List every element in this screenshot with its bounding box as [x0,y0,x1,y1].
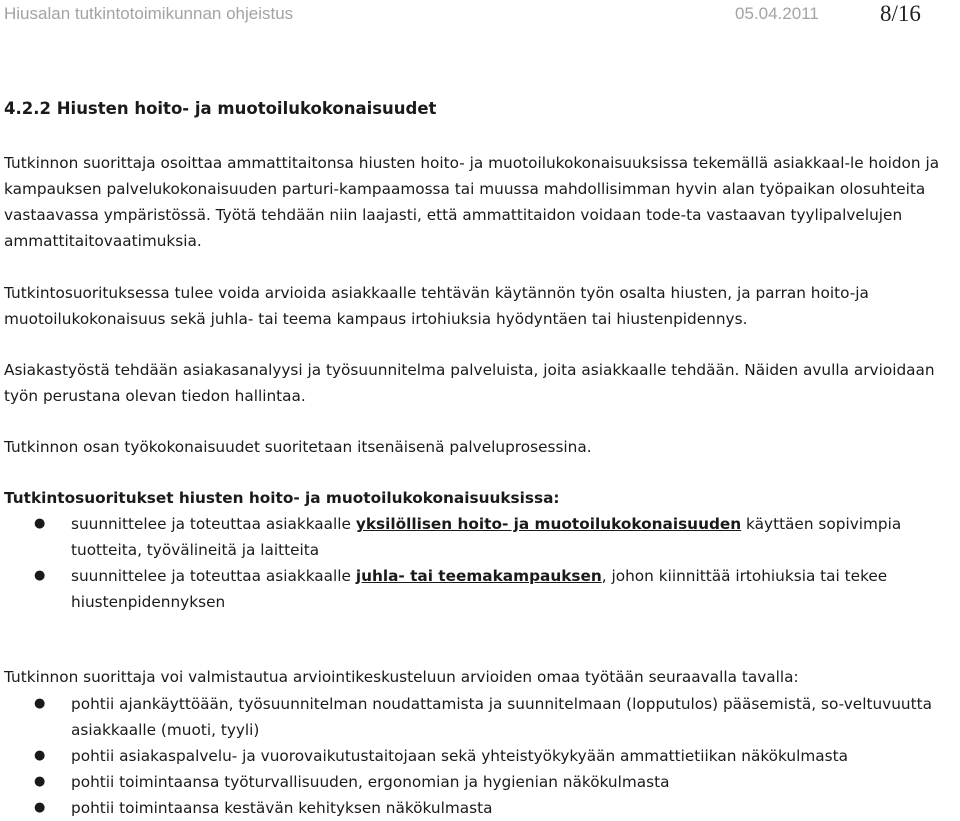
item-text-after: , johon kiinnittää irtohiuksia tai tekee hiustenpidennyksen [71,567,888,611]
paragraph-client-work: Asiakastyöstä tehdään asiakasanalyysi ja työsuunnitelma palveluista, joita asiakkaalle tehdään. Näiden avulla arvioidaan työn perustana olevan tiedon hallintaa. [4,361,935,405]
item-text-before: suunnittelee ja toteuttaa asiakkaalle [71,567,356,585]
page-number: 8/16 [880,1,921,26]
header-date: 05.04.2011 [735,4,819,23]
list-item [0,769,956,795]
performances-title: Tutkintosuoritukset hiusten hoito- ja muotoilukokonaisuuksissa: [4,489,560,507]
item-text: pohtii toimintaansa työturvallisuuden, ergonomian ja hygienian näkökulmasta [71,773,670,791]
item-text-emphasis: yksilöllisen hoito- ja muotoilukokonaisuuden [355,515,742,533]
item-text: pohtii asiakaspalvelu- ja vuorovaikutustaitojaan sekä yhteistyökykyään ammattietiikan näkökulmasta [71,747,848,765]
bullet-icon: ● [34,696,46,711]
preparation-intro: Tutkinnon suorittaja voi valmistautua arviointikeskusteluun arvioiden omaa työtään seuraavalla tavalla: [4,668,799,686]
bullet-icon: ● [34,568,46,583]
item-text-after: käyttäen sopivimpia tuotteita, työvälineitä ja laitteita [71,515,902,559]
item-text-emphasis: juhla- tai teemakampauksen [355,567,602,585]
item-text: pohtii ajankäyttöään, työsuunnitelman noudattamista ja suunnitelmaan (lopputulos) pääsemistä, so-veltuvuutta asiakkaalle (muoti, tyyli) [71,695,932,739]
section-heading: 4.2.2 Hiusten hoito- ja muotoilukokonaisuudet [4,99,437,118]
paragraph-intro: Tutkinnon suorittaja osoittaa ammattitaitonsa hiusten hoito- ja muotoilukokonaisuuksissa tekemällä asiakkaal-le hoidon ja kampauksen palvelukokonaisuuden parturi-kampaamossa tai muussa mahdollisimman hyvin alan työpaikan olosuhteita vastaavassa ympäristössä. Työtä tehdään niin laajasti, että ammattitaidon voidaan tode-ta vastaavan tyylipalvelujen ammattitaitovaatimuksia. [4,154,940,250]
item-text-before: suunnittelee ja toteuttaa asiakkaalle [71,515,356,533]
bullet-icon: ● [34,800,46,815]
bullet-icon: ● [34,774,46,789]
header-title: Hiusalan tutkintotoimikunnan ohjeistus [4,4,294,23]
list-item [0,563,956,615]
list-item [0,743,956,769]
list-item [0,795,956,821]
performances-list [0,511,956,615]
preparation-list [0,691,956,821]
bullet-icon: ● [34,748,46,763]
paragraph-assessment: Tutkintosuorituksessa tulee voida arvioida asiakkaalle tehtävän käytännön työn osalta hiusten, ja parran hoito-ja muotoilukokonaisuus sekä juhla- tai teema kampaus irtohiuksia hyödyntäen tai hiustenpidennys. [4,284,869,328]
paragraph-process: Tutkinnon osan työkokonaisuudet suoritetaan itsenäisenä palveluprosessina. [4,438,592,456]
bullet-icon: ● [34,516,46,531]
list-item [0,691,956,743]
item-text: pohtii toimintaansa kestävän kehityksen näkökulmasta [71,799,493,817]
list-item [0,511,956,563]
